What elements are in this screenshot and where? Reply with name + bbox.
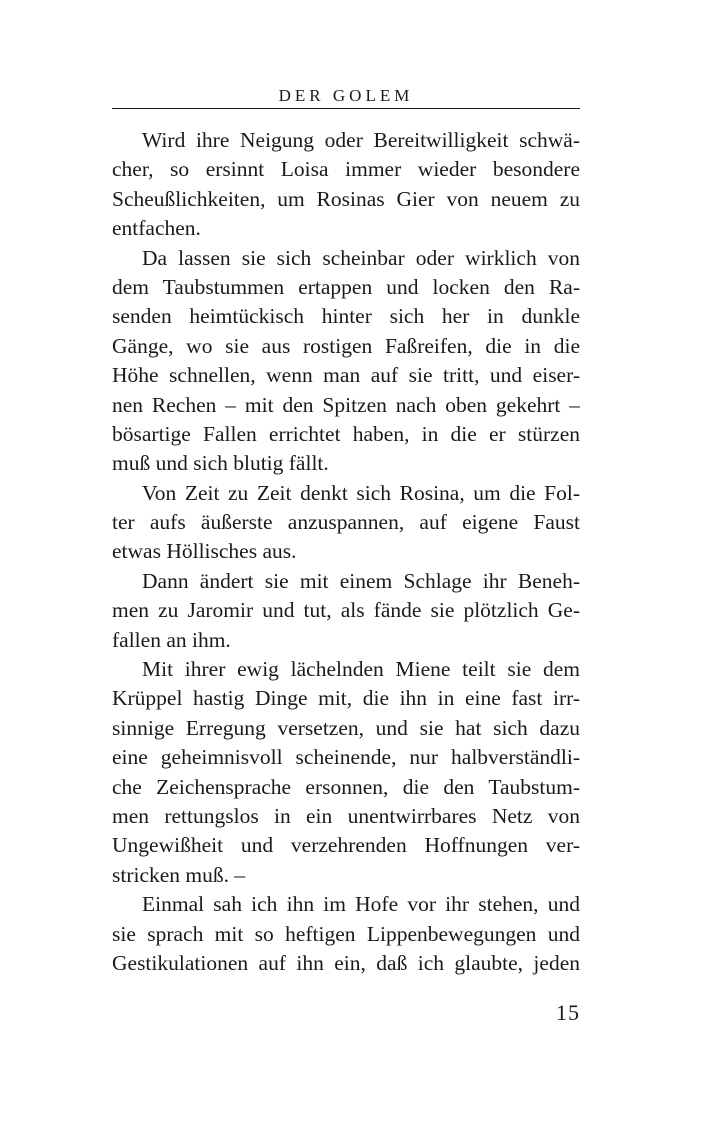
text-line: bösartige Fallen errichtet haben, in die er stürzen xyxy=(112,421,580,446)
text-line: Mit ihrer ewig lächelnden Miene teilt sie dem xyxy=(142,657,580,682)
text-line: Gestikulationen auf ihn ein, daß ich glaubte, jeden xyxy=(112,950,580,975)
text-line: nen Rechen – mit den Spitzen nach oben gekehrt – xyxy=(112,392,580,417)
paragraph xyxy=(112,126,580,244)
text-line: men zu Jaromir und tut, als fände sie plötzlich Ge- xyxy=(112,598,580,623)
text-line: Krüppel hastig Dinge mit, die ihn in eine fast irr- xyxy=(112,686,580,711)
header-rule xyxy=(112,108,580,109)
text-line: senden heimtückisch hinter sich her in dunkle xyxy=(112,304,580,329)
text-line: muß und sich blutig fällt. xyxy=(112,451,329,476)
text-line: sie sprach mit so heftigen Lippenbewegungen und xyxy=(112,921,580,946)
text-line: entfachen. xyxy=(112,216,201,241)
text-line: sinnige Erregung versetzen, und sie hat sich dazu xyxy=(112,715,580,740)
paragraph xyxy=(112,244,580,479)
text-line: fallen an ihm. xyxy=(112,627,231,652)
text-line: Höhe schnellen, wenn man auf sie tritt, und eiser- xyxy=(112,363,580,388)
paragraph xyxy=(112,479,580,567)
body-text xyxy=(112,126,580,978)
text-line: cher, so ersinnt Loisa immer wieder besondere xyxy=(112,157,580,182)
text-line: Wird ihre Neigung oder Bereitwilligkeit schwä- xyxy=(142,128,580,152)
text-line: ter aufs äußerste anzuspannen, auf eigene Faust xyxy=(112,510,580,535)
book-page xyxy=(112,0,580,1122)
text-line: Scheußlichkeiten, um Rosinas Gier von neuem zu xyxy=(112,186,580,211)
page-number: 15 xyxy=(556,1000,580,1025)
text-line: Von Zeit zu Zeit denkt sich Rosina, um die Fol- xyxy=(142,480,580,505)
text-line: Da lassen sie sich scheinbar oder wirklich von xyxy=(142,245,580,270)
text-line: eine geheimnisvoll scheinende, nur halbverständli- xyxy=(112,745,580,770)
text-line: Ungewißheit und verzehrenden Hoffnungen ver- xyxy=(112,833,580,858)
paragraph xyxy=(112,890,580,978)
text-line: Einmal sah ich ihn im Hofe vor ihr stehen, und xyxy=(142,892,580,917)
paragraph xyxy=(112,567,580,655)
text-line: Dann ändert sie mit einem Schlage ihr Beneh- xyxy=(142,568,580,593)
text-line: Gänge, wo sie aus rostigen Faßreifen, die in die xyxy=(112,333,580,358)
paragraph xyxy=(112,655,580,890)
text-line: stricken muß. – xyxy=(112,862,246,887)
running-head: DER GOLEM xyxy=(278,86,414,105)
text-line: etwas Höllisches aus. xyxy=(112,539,297,564)
text-line: che Zeichensprache ersonnen, die den Taubstum- xyxy=(112,774,580,799)
text-line: dem Taubstummen ertappen und locken den Ra- xyxy=(112,274,580,299)
text-line: men rettungslos in ein unentwirrbares Netz von xyxy=(112,803,580,828)
